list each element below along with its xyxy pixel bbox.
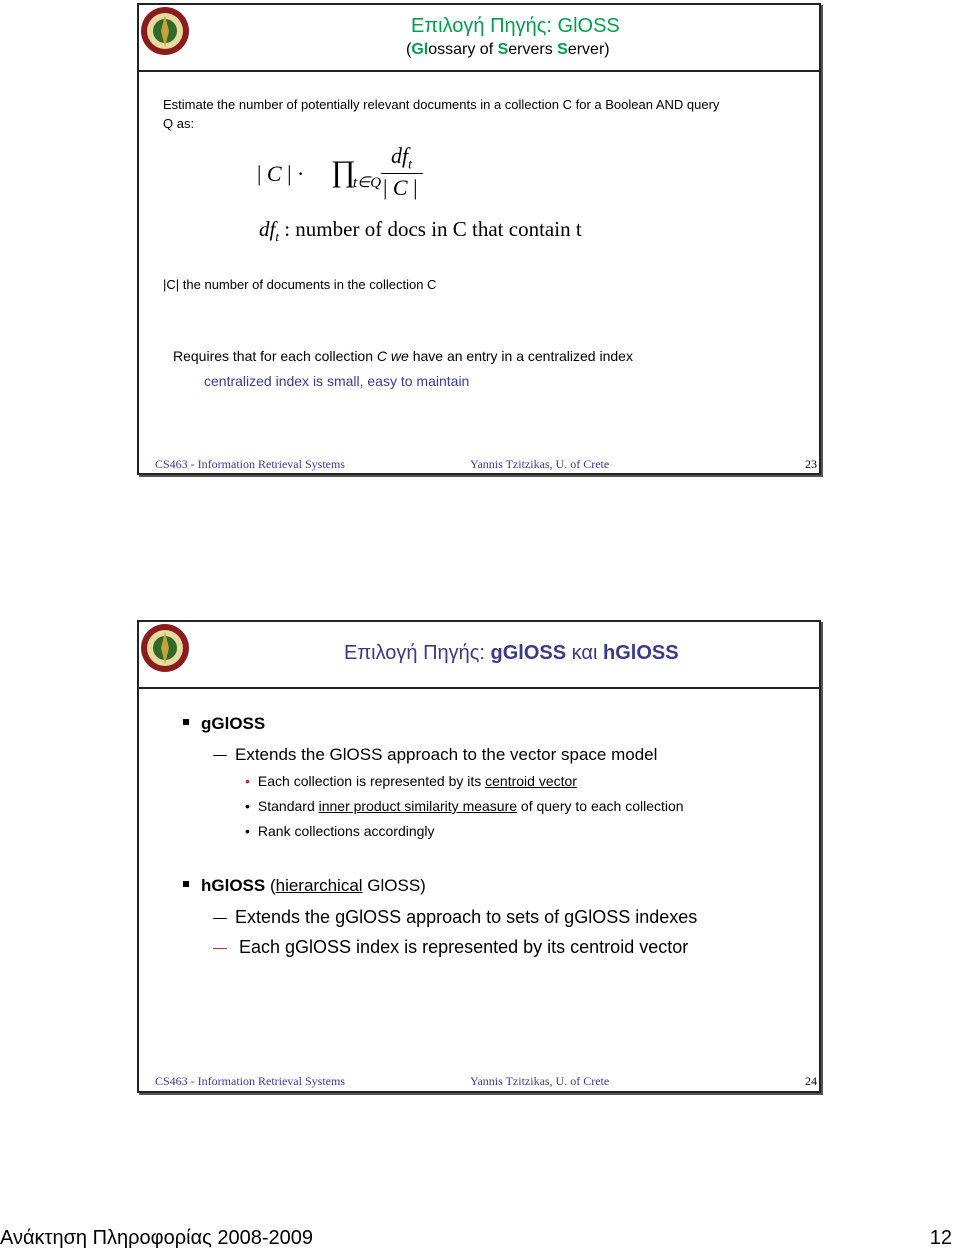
intro-line-2: Q as:	[163, 116, 195, 131]
slide-23	[137, 3, 821, 475]
slide-subtitle: (Glossary of Servers Server)	[406, 41, 610, 58]
square-bullet-icon	[183, 719, 189, 725]
sub-item-extends-sets: Extends the gGlOSS approach to sets of gGlOSS indexes	[213, 907, 697, 928]
slide-24	[137, 620, 821, 1093]
bullet-gglossss: gGlOSS	[183, 714, 265, 734]
university-seal-icon	[139, 5, 191, 57]
sub-item-extends-vector: Extends the GlOSS approach to the vector space model	[213, 745, 657, 765]
footer-course: CS463 - Information Retrieval Systems	[155, 457, 345, 471]
handout-page-number: 12	[929, 1227, 952, 1249]
sub-item-centroid: Each gGlOSS index is represented by its centroid vector	[213, 937, 688, 958]
slide-header	[139, 622, 819, 689]
intro-line-1: Estimate the number of potentially relevant documents in a collection C for a Boolean AND query	[163, 97, 720, 112]
footer-course: CS463 - Information Retrieval Systems	[155, 1074, 345, 1088]
footer-author: Yannis Tzitzikas, U. of Crete	[470, 457, 610, 471]
df-definition: $df_t$ : number of docs in C that contain t	[259, 217, 582, 245]
handout-footer-title: Ανάκτηση Πληροφορίας 2008-2009	[0, 1227, 313, 1249]
estimate-formula: | C | · ∏ t∈Q $df_t$ | C |	[257, 143, 457, 205]
footer-author: Yannis Tzitzikas, U. of Crete	[470, 1074, 610, 1088]
footer-page-number: 24	[805, 1074, 817, 1088]
dash-icon	[213, 755, 227, 756]
slide-header	[139, 5, 819, 72]
bullet-dot-icon: •	[245, 823, 250, 839]
slide-title: Επιλογή Πηγής: GlOSS	[411, 15, 620, 37]
dash-icon	[213, 948, 227, 949]
c-definition: |C| the number of documents in the collection C	[163, 277, 437, 292]
bullet-dot-icon: •	[245, 773, 250, 789]
slide-title: Επιλογή Πηγής: gGlOSS και hGlOSS	[344, 642, 679, 664]
detail-similarity: • Standard inner product similarity measure of query to each collection	[245, 798, 684, 814]
footer-page-number: 23	[805, 457, 817, 471]
detail-rank: • Rank collections accordingly	[245, 823, 435, 839]
university-seal-icon	[139, 622, 191, 674]
requirement-note: centralized index is small, easy to maintain	[204, 373, 470, 389]
dash-icon	[213, 918, 227, 919]
requirement-line: Requires that for each collection C we have an entry in a centralized index	[173, 348, 633, 364]
bullet-dot-icon: •	[245, 798, 250, 814]
bullet-hgloss: hGlOSS (hierarchical GlOSS)	[183, 876, 426, 896]
square-bullet-icon	[183, 881, 189, 887]
detail-centroid: • Each collection is represented by its centroid vector	[245, 773, 577, 789]
